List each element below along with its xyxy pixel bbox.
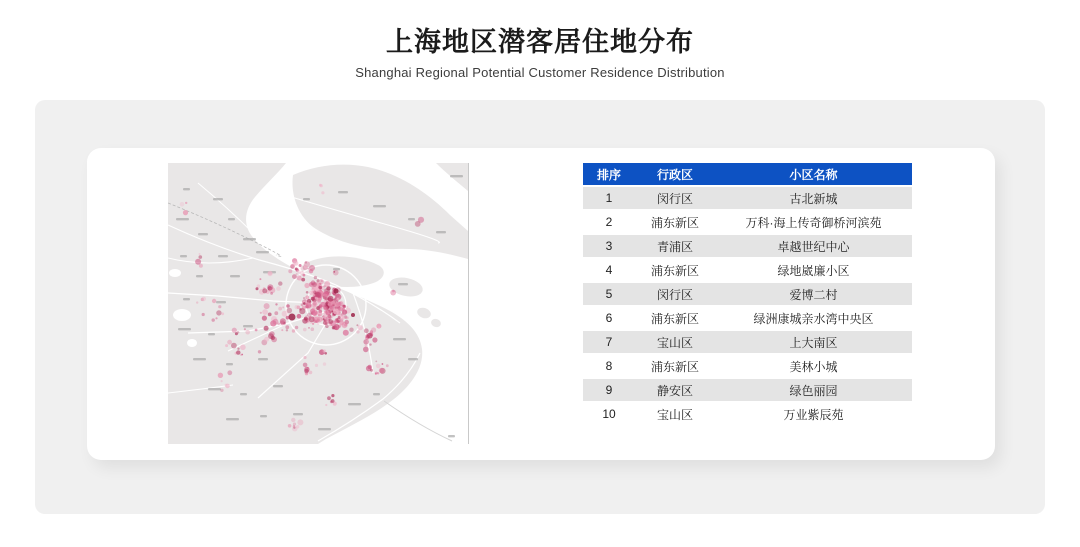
table-row: [583, 355, 912, 377]
district-cell: 宝山区: [635, 331, 715, 353]
table-row: [583, 307, 912, 329]
col-header-district: 行政区: [635, 163, 715, 185]
community-cell: 卓越世纪中心: [715, 235, 912, 257]
district-cell: 闵行区: [635, 283, 715, 305]
shanghai-map-svg: [168, 163, 468, 444]
district-cell: 浦东新区: [635, 355, 715, 377]
table-row: [583, 283, 912, 305]
district-cell: 静安区: [635, 379, 715, 401]
district-cell: 浦东新区: [635, 259, 715, 281]
rank-cell: 10: [583, 403, 635, 425]
content-panel: [35, 100, 1045, 514]
rank-cell: 3: [583, 235, 635, 257]
header: [0, 0, 1080, 80]
rank-cell: 6: [583, 307, 635, 329]
community-cell: 爱博二村: [715, 283, 912, 305]
community-cell: 上大南区: [715, 331, 912, 353]
community-cell: 万业紫辰苑: [715, 403, 912, 425]
table-header-row: [583, 163, 912, 185]
rank-cell: 4: [583, 259, 635, 281]
rank-cell: 9: [583, 379, 635, 401]
page-subtitle: Shanghai Regional Potential Customer Residence Distribution: [355, 65, 725, 81]
district-cell: 浦东新区: [635, 211, 715, 233]
district-cell: 闵行区: [635, 187, 715, 209]
table-row: [583, 259, 912, 281]
rank-cell: 7: [583, 331, 635, 353]
table-row: [583, 211, 912, 233]
rank-cell: 2: [583, 211, 635, 233]
table-row: [583, 187, 912, 209]
community-cell: 绿洲康城亲水湾中央区: [715, 307, 912, 329]
ranking-table-body: [583, 187, 912, 425]
shanghai-map: [168, 163, 469, 444]
table-row: [583, 379, 912, 401]
page-title: 上海地区潜客居住地分布: [386, 27, 694, 57]
district-cell: 青浦区: [635, 235, 715, 257]
district-cell: 宝山区: [635, 403, 715, 425]
community-cell: 绿色丽园: [715, 379, 912, 401]
col-header-community: 小区名称: [715, 163, 912, 185]
table-row: [583, 235, 912, 257]
table-row: [583, 403, 912, 425]
ranking-table-head: [583, 163, 912, 185]
rank-cell: 5: [583, 283, 635, 305]
district-cell: 浦东新区: [635, 307, 715, 329]
community-cell: 古北新城: [715, 187, 912, 209]
content-card: [87, 148, 995, 460]
rank-cell: 8: [583, 355, 635, 377]
community-cell: 美林小城: [715, 355, 912, 377]
rank-cell: 1: [583, 187, 635, 209]
community-cell: 万科·海上传奇御桥河滨苑: [715, 211, 912, 233]
community-cell: 绿地崴廉小区: [715, 259, 912, 281]
ranking-table: [583, 161, 912, 427]
col-header-rank: 排序: [583, 163, 635, 185]
table-row: [583, 331, 912, 353]
